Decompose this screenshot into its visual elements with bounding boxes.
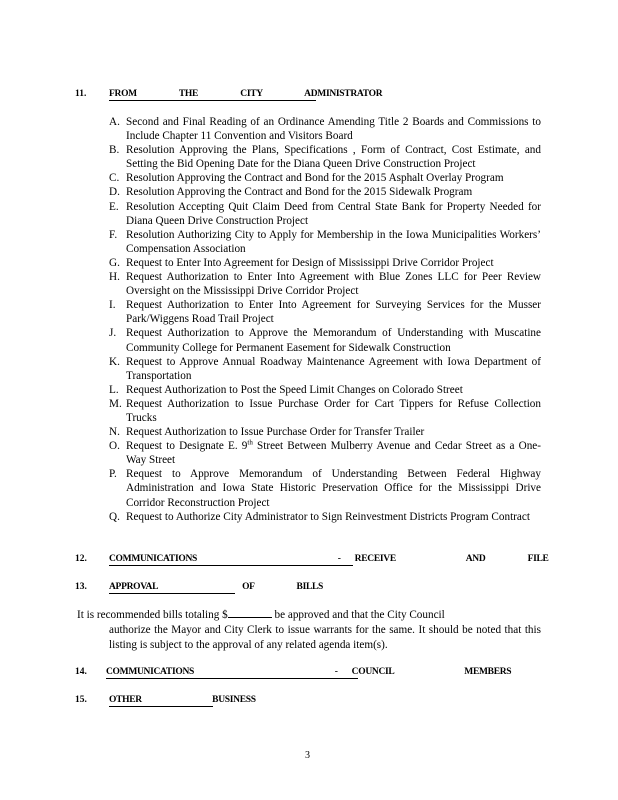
agenda-item-o bbox=[109, 439, 541, 467]
item-text: Request Authorization to Issue Purchase Order for Cart Tippers for Refuse Collection Trucks bbox=[126, 397, 541, 424]
item-letter: E. bbox=[109, 200, 119, 213]
ordinal-suffix: th bbox=[247, 438, 253, 447]
item-text: Resolution Accepting Quit Claim Deed from Central State Bank for Property Needed for Diana Queen Drive Construction Project bbox=[126, 200, 541, 227]
section-title: COMMUNICATIONS - RECEIVE AND FILE bbox=[109, 554, 549, 564]
agenda-item-m bbox=[109, 397, 541, 425]
section-title: COMMUNICATIONS - COUNCIL MEMBERS bbox=[106, 667, 512, 677]
section-title: OTHER BUSINESS bbox=[109, 695, 256, 705]
item-letter: O. bbox=[109, 440, 120, 453]
page-number: 3 bbox=[305, 750, 310, 761]
item-text: Second and Final Reading of an Ordinance Amending Title 2 Boards and Commissions to Include Chapter 11 Convention and Visitors Board bbox=[126, 116, 541, 143]
item-letter: B. bbox=[109, 144, 120, 157]
agenda-item-q bbox=[109, 510, 541, 524]
item-letter: I. bbox=[109, 299, 116, 312]
item-text: Resolution Authorizing City to Apply for Membership in the Iowa Municipalities Workers’ Compensation Association bbox=[126, 228, 541, 255]
agenda-item-b bbox=[109, 143, 541, 171]
agenda-item-e bbox=[109, 200, 541, 228]
item-text: Request to Approve Annual Roadway Maintenance Agreement with Iowa Department of Transportation bbox=[126, 355, 541, 382]
item-text bbox=[126, 439, 541, 467]
item-letter: Q. bbox=[109, 510, 120, 523]
item-letter: G. bbox=[109, 256, 120, 269]
item-text: Request Authorization to Issue Purchase Order for Transfer Trailer bbox=[126, 426, 425, 439]
item-letter: N. bbox=[109, 426, 120, 439]
amount-blank bbox=[228, 607, 272, 618]
section-number: 12. bbox=[75, 554, 87, 564]
agenda-item-l bbox=[109, 383, 541, 397]
item-text: Request to Authorize City Administrator to Sign Reinvestment Districts Program Contract bbox=[126, 510, 530, 523]
agenda-item-list bbox=[109, 115, 541, 524]
paragraph-text: authorize the Mayor and City Clerk to issue warrants for the same. It should be noted that this listing is subject to the approval of any related agenda item(s). bbox=[109, 624, 541, 651]
paragraph-text: It is recommended bills totaling $ bbox=[77, 609, 228, 621]
item-text: Resolution Approving the Plans, Specifications , Form of Contract, Cost Estimate, and Setting the Bid Opening Date for the Diana Queen Drive Construction Project bbox=[126, 144, 541, 171]
agenda-item-j bbox=[109, 326, 541, 354]
item-text: Request to Enter Into Agreement for Design of Mississippi Drive Corridor Project bbox=[126, 256, 494, 269]
agenda-item-d bbox=[109, 185, 541, 199]
agenda-item-c bbox=[109, 171, 541, 185]
approval-of-bills-paragraph bbox=[77, 607, 541, 653]
item-letter: A. bbox=[109, 116, 120, 128]
item-letter: F. bbox=[109, 228, 118, 241]
item-text: Request Authorization to Approve the Memorandum of Understanding with Muscatine Community College for Permanent Easement for Sidewalk Construction bbox=[126, 327, 541, 354]
item-letter: D. bbox=[109, 186, 120, 199]
section-number: 15. bbox=[75, 695, 87, 705]
item-text: Request Authorization to Post the Speed Limit Changes on Colorado Street bbox=[126, 383, 463, 396]
section-title: APPROVAL OF BILLS bbox=[109, 582, 324, 592]
item-letter: P. bbox=[109, 468, 117, 481]
item-text: Resolution Approving the Contract and Bond for the 2015 Sidewalk Program bbox=[126, 186, 473, 199]
agenda-item-h bbox=[109, 270, 541, 298]
section-number: 11. bbox=[75, 89, 87, 99]
agenda-item-a bbox=[109, 115, 541, 143]
item-letter: C. bbox=[109, 172, 120, 185]
item-letter: J. bbox=[109, 327, 117, 340]
item-text-part: Request to Designate E. 9 bbox=[126, 440, 248, 453]
paragraph-text: be approved and that the City Council bbox=[271, 609, 445, 621]
section-title: FROM THE CITY ADMINISTRATOR bbox=[109, 89, 383, 99]
agenda-item-i bbox=[109, 298, 541, 326]
paragraph-first-line bbox=[77, 607, 541, 623]
agenda-item-g bbox=[109, 256, 541, 270]
agenda-item-f bbox=[109, 228, 541, 256]
agenda-item-k bbox=[109, 355, 541, 383]
agenda-item-p bbox=[109, 467, 541, 509]
item-text: Request Authorization to Enter Into Agreement with Blue Zones LLC for Peer Review Oversight on the Mississippi Drive Corridor Project bbox=[126, 271, 541, 298]
agenda-item-n bbox=[109, 425, 541, 439]
section-number: 14. bbox=[75, 667, 87, 677]
item-text: Resolution Approving the Contract and Bond for the 2015 Asphalt Overlay Program bbox=[126, 172, 504, 185]
item-text-part: Street Between Mulberry Avenue and Cedar Street as a One-Way Street bbox=[126, 440, 541, 467]
item-letter: H. bbox=[109, 271, 120, 284]
item-text: Request to Approve Memorandum of Understanding Between Federal Highway Administration and Iowa State Historic Preservation Office for the Mississippi Drive Corridor Reconstruction Project bbox=[126, 468, 541, 509]
item-text: Request Authorization to Enter Into Agreement for Surveying Services for the Musser Park/Wiggens Road Trail Project bbox=[126, 299, 541, 326]
section-number: 13. bbox=[75, 582, 87, 592]
item-letter: L. bbox=[109, 383, 119, 396]
item-letter: M. bbox=[109, 397, 122, 410]
item-letter: K. bbox=[109, 355, 120, 368]
